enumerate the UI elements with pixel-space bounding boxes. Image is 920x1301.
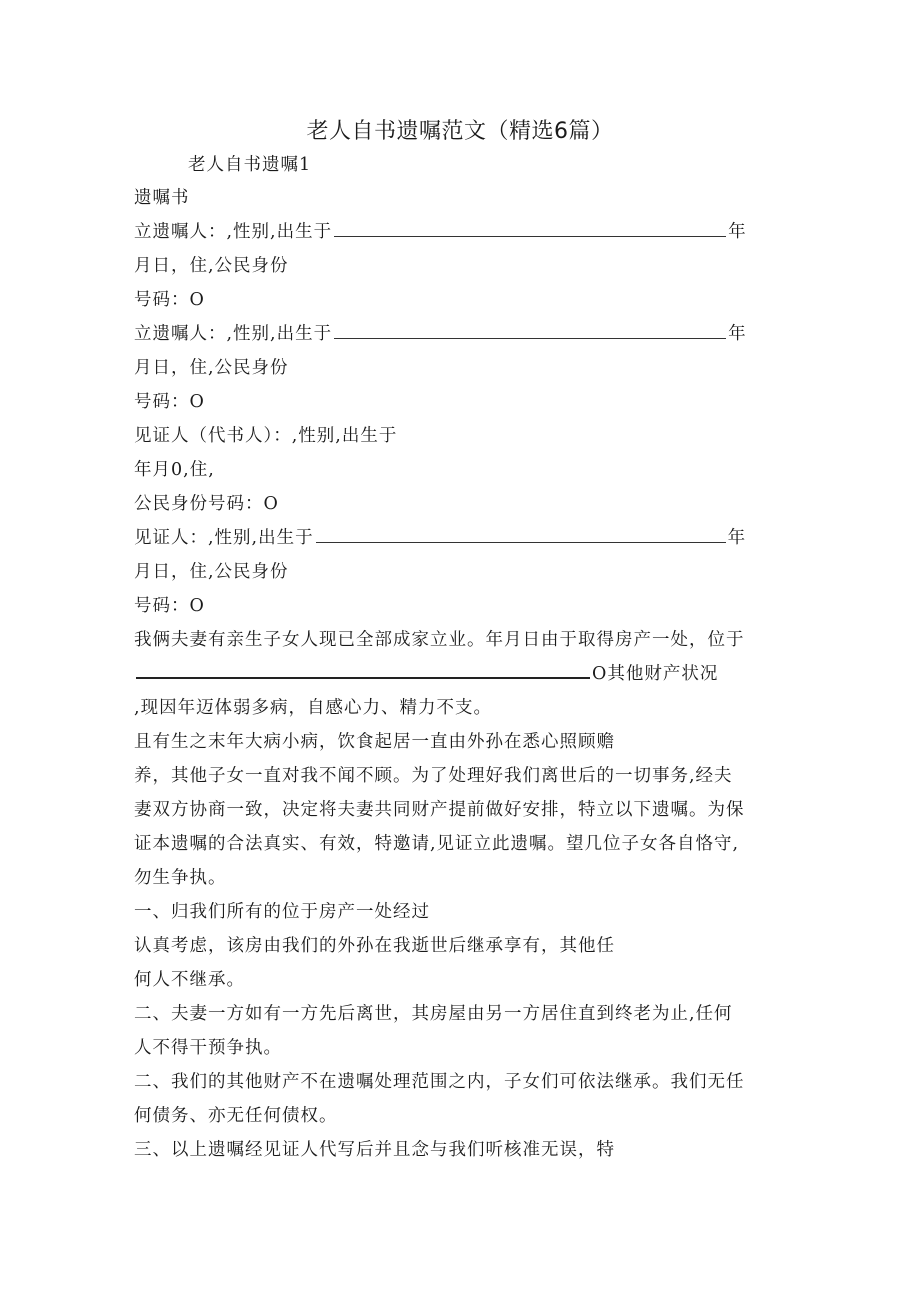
blank-field [334, 222, 726, 237]
text-line: 妻双方协商一致，决定将夫妻共同财产提前做好安排，特立以下遗嘱。为保 [134, 800, 745, 820]
blank-field [136, 663, 590, 679]
property-line: O其他财产状况 [134, 663, 718, 685]
text-line: 证本遗嘱的合法真实、有效，特邀请,见证立此遗嘱。望几位子女各自恪守, [134, 834, 740, 854]
text-line: 号码：O [134, 596, 205, 616]
text-line: 且有生之末年大病小病，饮食起居一直由外孙在悉心照顾赡 [134, 732, 615, 752]
text-line: 二、我们的其他财产不在遗嘱处理范围之内，子女们可依法继承。我们无任 [134, 1072, 745, 1092]
text-line: 见证人（代书人）：,性别,出生于 [134, 426, 398, 446]
witness-line: 见证人：,性别,出生于 年 [134, 528, 747, 548]
blank-field [334, 324, 726, 339]
blank-field [316, 528, 726, 543]
page-title: 老人自书遗嘱范文（精选6篇） [306, 119, 614, 144]
text-line: 何人不继承。 [134, 970, 245, 990]
testator-line-2: 立遗嘱人：,性别,出生于 年 [134, 324, 747, 344]
doc-heading: 遗嘱书 [134, 188, 190, 208]
text-line: 号码：O [134, 290, 205, 310]
text-line: 月日，住,公民身份 [134, 358, 289, 378]
text-line: 我俩夫妻有亲生子女人现已全部成家立业。年月日由于取得房产一处，位于 [134, 630, 745, 650]
text-line: 勿生争执。 [134, 868, 227, 888]
text-line: 月日，住,公民身份 [134, 256, 289, 276]
text-line: 一、归我们所有的位于房产一处经过 [134, 902, 430, 922]
text-line: 二、夫妻一方如有一方先后离世，其房屋由另一方居住直到终老为止,任何 [134, 1004, 733, 1024]
text-line: 年月0,住, [134, 460, 215, 480]
section-heading: 老人自书遗嘱1 [188, 155, 312, 175]
text-line: 人不得干预争执。 [134, 1038, 282, 1058]
testator-line-1: 立遗嘱人：,性别,出生于 年 [134, 222, 747, 242]
text-line: 月日，住,公民身份 [134, 562, 289, 582]
text-line: 何债务、亦无任何债权。 [134, 1106, 338, 1126]
text-line: 号码：O [134, 392, 205, 412]
text-line: ,现因年迈体弱多病，自感心力、精力不支。 [134, 698, 493, 718]
text-line: 三、以上遗嘱经见证人代写后并且念与我们听核准无误，特 [134, 1140, 615, 1160]
text-line: 公民身份号码：O [134, 494, 279, 514]
text-line: 认真考虑，该房由我们的外孙在我逝世后继承享有，其他任 [134, 936, 615, 956]
text-line: 养，其他子女一直对我不闻不顾。为了处理好我们离世后的一切事务,经夫 [134, 766, 733, 786]
